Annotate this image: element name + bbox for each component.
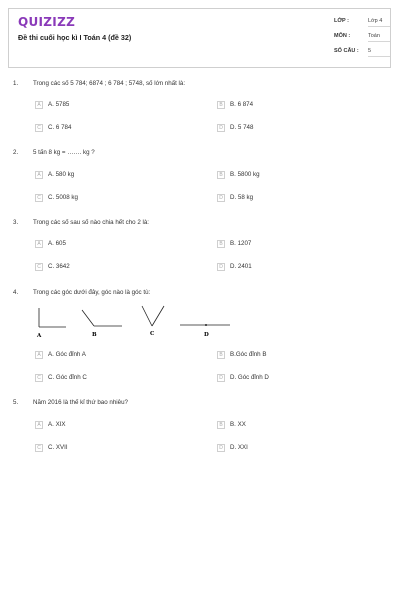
question-number: 2.: [13, 149, 19, 156]
meta-count-underline: [368, 56, 390, 57]
page-title: Đề thi cuối học kì I Toán 4 (đề 32): [18, 33, 132, 42]
option-b[interactable]: [217, 238, 251, 249]
option-text: C. 5008 kg: [48, 194, 78, 201]
angle-label-c: C: [150, 331, 155, 337]
quiz-header: [8, 8, 391, 68]
option-a[interactable]: [35, 169, 74, 180]
option-text: A. Góc đỉnh A: [48, 351, 86, 358]
option-text: D. 5 748: [230, 124, 254, 131]
meta-count: [331, 47, 391, 57]
option-c[interactable]: [35, 122, 71, 133]
option-c[interactable]: [35, 442, 68, 453]
option-letter-box: B: [217, 421, 225, 429]
option-d[interactable]: [217, 442, 248, 453]
meta-count-value: 5: [368, 48, 372, 54]
option-b[interactable]: [217, 419, 246, 430]
option-d[interactable]: [217, 372, 269, 383]
meta-subject-value: Toán: [368, 33, 380, 39]
question-text: Năm 2016 là thế kỉ thứ bao nhiêu?: [33, 399, 128, 406]
option-text: A. 580 kg: [48, 171, 75, 178]
option-letter-box: C: [35, 124, 43, 132]
question-number: 1.: [13, 80, 19, 87]
option-text: A. 605: [48, 240, 66, 247]
meta-grade-label: LỚP :: [334, 18, 349, 24]
angle-b: [82, 310, 122, 338]
option-a[interactable]: [35, 419, 66, 430]
question-text: Trong các số sau số nào chia hết cho 2 là:: [33, 219, 150, 226]
option-letter-box: D: [217, 444, 225, 452]
option-letter-box: B: [217, 351, 225, 359]
option-letter-box: D: [217, 124, 225, 132]
quizizz-logo: QUIZIZZ: [18, 15, 76, 29]
option-text: C. 3642: [48, 263, 70, 270]
option-text: D. Góc đỉnh D: [230, 374, 269, 381]
meta-grade-value: Lớp 4: [368, 18, 383, 24]
option-letter-box: C: [35, 194, 43, 202]
angle-label-a: A: [37, 333, 42, 339]
option-text: C. 6 784: [48, 124, 72, 131]
option-text: A. 5785: [48, 101, 70, 108]
angle-a: [36, 308, 66, 339]
meta-count-label: SỐ CÂU :: [334, 48, 359, 54]
question-text: Trong các góc dưới đây, góc nào là góc tù:: [33, 289, 151, 296]
option-text: B. XX: [230, 421, 246, 428]
option-d[interactable]: [217, 261, 252, 272]
option-text: B. 6 874: [230, 101, 254, 108]
meta-subject-underline: [368, 41, 390, 42]
angle-label-d: D: [204, 332, 209, 338]
meta-grade-underline: [368, 26, 390, 27]
option-letter-box: A: [35, 171, 43, 179]
option-letter-box: D: [217, 374, 225, 382]
question-number: 3.: [13, 219, 19, 226]
option-letter-box: C: [35, 374, 43, 382]
option-c[interactable]: [35, 261, 70, 272]
option-a[interactable]: [35, 99, 69, 110]
option-text: B. 5800 kg: [230, 171, 260, 178]
meta-subject-label: MÔN :: [334, 33, 351, 39]
option-c[interactable]: [35, 192, 78, 203]
option-text: C. Góc đỉnh C: [48, 374, 87, 381]
option-d[interactable]: [217, 122, 253, 133]
question-number: 4.: [13, 289, 19, 296]
option-text: D. 2401: [230, 263, 252, 270]
option-letter-box: A: [35, 421, 43, 429]
option-c[interactable]: [35, 372, 87, 383]
option-b[interactable]: [217, 349, 266, 360]
option-letter-box: B: [217, 171, 225, 179]
question-text: Trong các số 5 784; 6874 ; 6 784 ; 5748, số lớn nhất là:: [33, 80, 186, 87]
option-text: B.Góc đỉnh B: [230, 351, 267, 358]
option-letter-box: D: [217, 263, 225, 271]
option-letter-box: B: [217, 240, 225, 248]
question-text: 5 tấn 8 kg = ……. kg ?: [33, 149, 95, 156]
question-number: 5.: [13, 399, 19, 406]
meta-subject: [331, 32, 391, 42]
option-text: A. XIX: [48, 421, 66, 428]
angle-d: [180, 324, 230, 338]
option-letter-box: B: [217, 101, 225, 109]
option-b[interactable]: [217, 169, 260, 180]
option-d[interactable]: [217, 192, 253, 203]
option-letter-box: A: [35, 101, 43, 109]
angle-label-b: B: [92, 332, 97, 338]
option-text: B. 1207: [230, 240, 252, 247]
option-letter-box: A: [35, 351, 43, 359]
option-a[interactable]: [35, 349, 86, 360]
option-letter-box: A: [35, 240, 43, 248]
option-letter-box: D: [217, 194, 225, 202]
option-letter-box: C: [35, 444, 43, 452]
option-a[interactable]: [35, 238, 66, 249]
option-letter-box: C: [35, 263, 43, 271]
option-text: D. XXI: [230, 444, 248, 451]
meta-grade: [331, 17, 391, 27]
angles-figure: [30, 302, 240, 340]
option-b[interactable]: [217, 99, 253, 110]
option-text: C. XVII: [48, 444, 68, 451]
angle-c: [142, 306, 164, 337]
option-text: D. 58 kg: [230, 194, 254, 201]
